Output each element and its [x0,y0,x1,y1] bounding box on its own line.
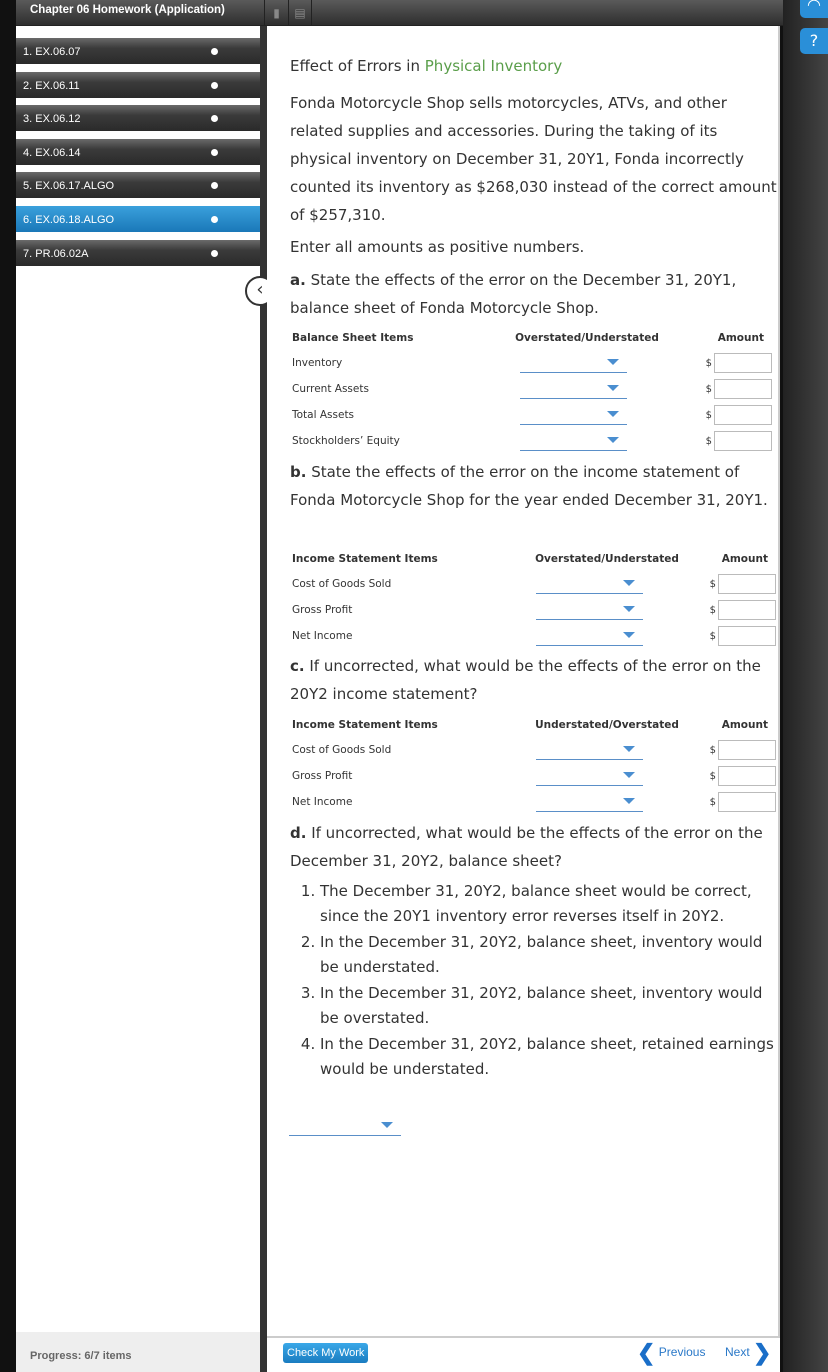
chevron-right-icon: ❯ [753,1339,772,1365]
problem-title: Effect of Errors in Physical Inventory [290,57,563,75]
status-dot-icon [211,250,218,257]
effect-dropdown[interactable] [520,379,627,399]
amount-input[interactable] [714,379,772,399]
status-dot-icon [211,149,218,156]
sidebar-item[interactable] [16,170,260,198]
amount-input[interactable] [718,792,776,812]
sidebar-item[interactable] [16,103,260,131]
currency-symbol: $ [709,796,716,808]
column-header: Overstated/Understated [535,553,679,565]
sidebar-item[interactable] [16,204,260,232]
row-label: Inventory [292,357,343,369]
row-label: Current Assets [292,383,369,395]
sidebar-item-label: 1. EX.06.07 [23,46,81,58]
sidebar [16,26,260,1372]
currency-symbol: $ [709,630,716,642]
sidebar-item-label: 2. EX.06.11 [23,79,80,92]
column-header: Understated/Overstated [535,719,679,731]
effect-dropdown[interactable] [536,740,643,760]
table-row [292,789,776,815]
problem-intro: Fonda Motorcycle Shop sells motorcycles, ATVs, and other related supplies and accessories. During the taking of its physical inventory on December 31, 20Y1, Fonda incorrectly counted its inventory as $268,030 instead of the correct amount of $257,310. [290,94,777,224]
part-c-question: c. If uncorrected, what would be the effects of the error on the 20Y2 income statement? [290,657,761,703]
help-icon[interactable]: ? [800,28,828,54]
table-row [292,597,776,623]
currency-symbol: $ [709,744,716,756]
column-header: Balance Sheet Items [292,332,414,344]
chevron-left-icon: ❮ [637,1339,656,1365]
table-row [292,623,776,649]
row-label: Cost of Goods Sold [292,578,392,590]
sidebar-item-label: 4. EX.06.14 [23,146,81,159]
column-header: Amount [721,553,768,565]
row-label: Net Income [292,796,353,808]
sidebar-item-label: 3. EX.06.12 [23,113,81,126]
assignment-title: Chapter 06 Homework (Application) [30,4,225,16]
column-header: Overstated/Understated [515,332,659,344]
amount-input[interactable] [718,626,776,646]
next-button[interactable]: Next ❯ [725,1339,772,1365]
table-row [292,763,776,789]
balance-sheet-table [292,326,772,454]
calculator-icon[interactable]: ▤ [288,0,312,26]
problem-content [267,26,780,1336]
sidebar-item-label: 7. PR.06.02A [23,247,89,260]
sidebar-item[interactable] [16,137,260,165]
table-row [292,571,776,597]
sidebar-divider [260,26,267,1372]
sidebar-item[interactable] [16,36,260,64]
amount-input[interactable] [718,740,776,760]
table-row [292,350,772,376]
currency-symbol: $ [705,435,712,447]
currency-symbol: $ [709,770,716,782]
progress-text: Progress: 6/7 items [16,1332,260,1372]
status-dot-icon [211,48,218,55]
answer-option: 3. In the December 31, 20Y2, balance sheet, inventory would be overstated. [320,981,780,1031]
effect-dropdown[interactable] [520,431,627,451]
table-row [292,402,772,428]
physical-inventory-link[interactable]: Physical Inventory [424,57,563,75]
status-dot-icon [211,82,218,89]
row-label: Stockholders’ Equity [292,435,400,447]
answer-option: 1. The December 31, 20Y2, balance sheet would be correct, since the 20Y1 inventory error reverses itself in 20Y2. [320,879,780,929]
sidebar-item-label: 5. EX.06.17.ALGO [23,180,115,193]
sidebar-item[interactable] [16,238,260,266]
chevron-left-icon: ‹ [256,279,264,300]
amount-input[interactable] [718,574,776,594]
table-row [292,376,772,402]
sidebar-item-label: 6. EX.06.18.ALGO [23,214,115,226]
effect-dropdown[interactable] [536,600,643,620]
income-statement-table-20y1 [292,547,776,649]
book-icon[interactable]: ▮ [264,0,288,26]
currency-symbol: $ [709,578,716,590]
currency-symbol: $ [705,357,712,369]
part-d-options [290,879,780,1083]
sidebar-item[interactable] [16,70,260,98]
income-statement-table-20y2 [292,713,776,815]
effect-dropdown[interactable] [520,353,627,373]
footer [267,1336,780,1372]
part-b-question: b. State the effects of the error on the income statement of Fonda Motorcycle Shop for the year ended December 31, 20Y1. [290,463,768,509]
part-d-answer-dropdown[interactable] [289,1116,401,1136]
instruction: Enter all amounts as positive numbers. [290,238,585,256]
amount-input[interactable] [714,431,772,451]
effect-dropdown[interactable] [536,766,643,786]
answer-option: 4. In the December 31, 20Y2, balance sheet, retained earnings would be understated. [320,1032,780,1082]
column-header: Income Statement Items [292,719,438,731]
currency-symbol: $ [705,409,712,421]
status-dot-icon [211,115,218,122]
headset-icon[interactable]: ◠ [800,0,828,18]
effect-dropdown[interactable] [536,574,643,594]
column-header: Income Statement Items [292,553,438,565]
currency-symbol: $ [709,604,716,616]
header-bar [16,0,783,26]
row-label: Gross Profit [292,604,353,616]
currency-symbol: $ [705,383,712,395]
amount-input[interactable] [718,600,776,620]
status-dot-icon [211,216,218,223]
amount-input[interactable] [718,766,776,786]
amount-input[interactable] [714,353,772,373]
effect-dropdown[interactable] [536,792,643,812]
column-header: Amount [721,719,768,731]
row-label: Total Assets [292,409,355,421]
row-label: Net Income [292,630,353,642]
check-my-work-button[interactable]: Check My Work [283,1343,368,1363]
effect-dropdown[interactable] [536,626,643,646]
status-dot-icon [211,182,218,189]
row-label: Gross Profit [292,770,353,782]
column-header: Amount [717,332,764,344]
effect-dropdown[interactable] [520,405,627,425]
right-toolbar [783,0,828,1372]
amount-input[interactable] [714,405,772,425]
part-a-question: a. State the effects of the error on the December 31, 20Y1, balance sheet of Fonda Motorcycle Shop. [290,271,737,317]
table-row [292,428,772,454]
previous-button[interactable]: ❮ Previous [637,1339,706,1365]
part-d-question: d. If uncorrected, what would be the effects of the error on the December 31, 20Y2, balance sheet? [290,824,763,870]
answer-option: 2. In the December 31, 20Y2, balance sheet, inventory would be understated. [320,930,780,980]
row-label: Cost of Goods Sold [292,744,392,756]
table-row [292,737,776,763]
